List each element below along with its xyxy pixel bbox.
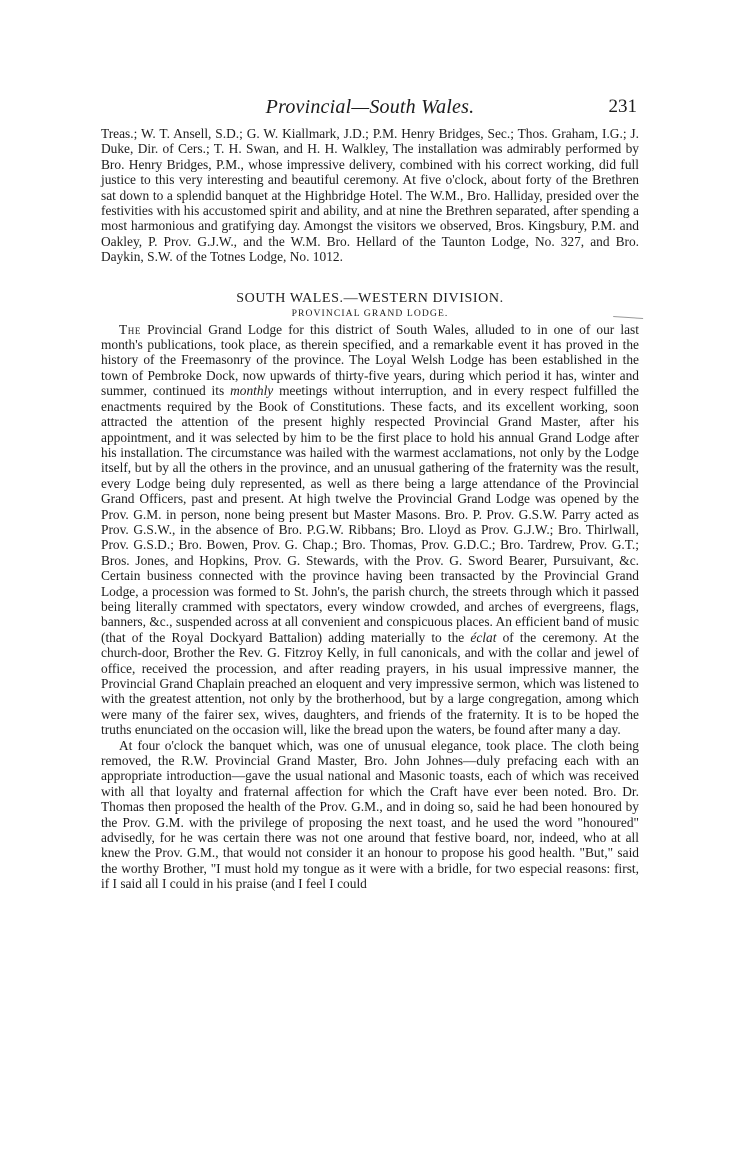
paragraph-provincial-lodge xyxy=(101,322,639,738)
italic-word-eclat: éclat xyxy=(470,629,497,645)
running-head xyxy=(101,96,639,126)
section-subtitle: PROVINCIAL GRAND LODGE. xyxy=(291,307,449,319)
section-title: SOUTH WALES.—WESTERN DIVISION. xyxy=(236,290,504,306)
paragraph-text-part-2: meetings without interruption, and in every respect fulfilled the enactments required by the Book of Constitutions. These facts, and its excellent working, soon attracted the attention of the present highly respected Provincial Grand Master, after his appointment, and it was selected by him to be the first place to hold his annual Grand Lodge after his installation. The circumstance was hailed with the warmest acclamations, not only by the Lodge itself, but by all the others in the province, and an unusual gathering of the fraternity was the result, every Lodge being duly represented, as well as there being a large attendance of the Provincial Grand Officers, past and present. At high twelve the Provincial Grand Lodge was opened by the Prov. G.M. in person, none being present but Master Masons. Bro. P. Prov. G.S.W. Parry acted as Prov. G.S.W., in the absence of Bro. P.G.W. Ribbans; Bro. Lloyd as Prov. G.J.W.; Bro. Thirlwall, Prov. G.S.D.; Bro. Bowen, Prov. G. Chap.; Bro. Thomas, Prov. G.D.C.; Bro. Tardrew, Prov. G.T.; Bros. Jones, and Hopkins, Prov. G. Stewards, with the Prov. G. Sword Bearer, Pursuivant, &c. Certain business connected with the province having been transacted by the Provincial Grand Lodge, a procession was formed to St. John's, the parish church, the streets through which it passed being literally crammed with spectators, every window crowded, and arches of evergreens, flags, banners, &c., suspended across at all convenient and conspicuous places. An efficient band of music (that of the Royal Dockyard Battalion) adding materially to the xyxy=(101,383,639,645)
paragraph-text-part-1: Provincial Grand Lodge for this district of South Wales, alluded to in one of our last month's publications, took place, as therein specified, and a remarkable event it has proved in the history of the Freemasonry of the province. The Loyal Welsh Lodge has been established in the town of Pembroke Dock, now upwards of thirty-five years, during which period it has, winter and summer, continued its xyxy=(101,321,639,399)
page-number: 231 xyxy=(608,96,637,117)
opening-paragraph: Treas.; W. T. Ansell, S.D.; G. W. Kiallmark, J.D.; P.M. Henry Bridges, Sec.; Thos. Graham, I.G.; J. Duke, Dir. of Cers.; T. H. Swan, and H. H. Walkley, The installation was admirably performed by Bro. Henry Bridges, P.M., whose impressive delivery, combined with his correct working, did full justice to this very interesting and beautiful ceremony. At five o'clock, about forty of the Brethren sat down to a splendid banquet at the Highbridge Hotel. The W.M., Bro. Halliday, presided over the festivities with his accustomed spirit and ability, and at nine the Brethren separated, after spending a most harmonious and gratifying day. Amongst the visitors we observed, Bros. Kingsbury, P.M. and Oakley, P. Prov. G.J.W., and the W.M. Bro. Hellard of the Taunton Lodge, No. 327, and Bro. Daykin, S.W. of the Totnes Lodge, No. 1012. xyxy=(101,126,639,265)
paragraph-banquet: At four o'clock the banquet which, was one of unusual elegance, took place. The cloth being removed, the R.W. Provincial Grand Master, Bro. John Johnes—duly prefacing each with an appropriate introduction—gave the usual national and Masonic toasts, each of which was received with all that loyalty and fraternal affection for which the Craft have ever been noted. Bro. Dr. Thomas then proposed the health of the Prov. G.M., and in doing so, said he had been honoured by the Prov. G.M. with the privilege of proposing the next toast, and he used the word "honoured" advisedly, for he was certain there was not one around that festive board, nor, indeed, who at all knew the Prov. G.M., that would not consider it an honour to propose his good health. "But," said the worthy Brother, "I must hold my tongue as it were with a bridle, for two especial reasons: first, if I said all I could in his praise (and I feel I could xyxy=(101,737,639,892)
running-title: Provincial—South Wales. xyxy=(265,96,475,118)
italic-word-monthly: monthly xyxy=(230,383,274,399)
drop-word: The xyxy=(119,321,141,337)
page-content xyxy=(101,96,639,892)
paragraph-text-part-3: of the ceremony. At the church-door, Brother the Rev. G. Fitzroy Kelly, in full canonicals, and with the collar and jewel of office, received the procession, and after reading prayers, in his usual impressive manner, the Provincial Grand Chaplain preached an eloquent and very impressive sermon, which was listened to with the greatest attention, not only by the brotherhood, but by a large congregation, among which were many of the fairer sex, wives, daughters, and friends of the fraternity. It is to be hoped the truths enunciated on the occasion will, like the bread upon the waters, be found after many a day. xyxy=(101,629,639,738)
